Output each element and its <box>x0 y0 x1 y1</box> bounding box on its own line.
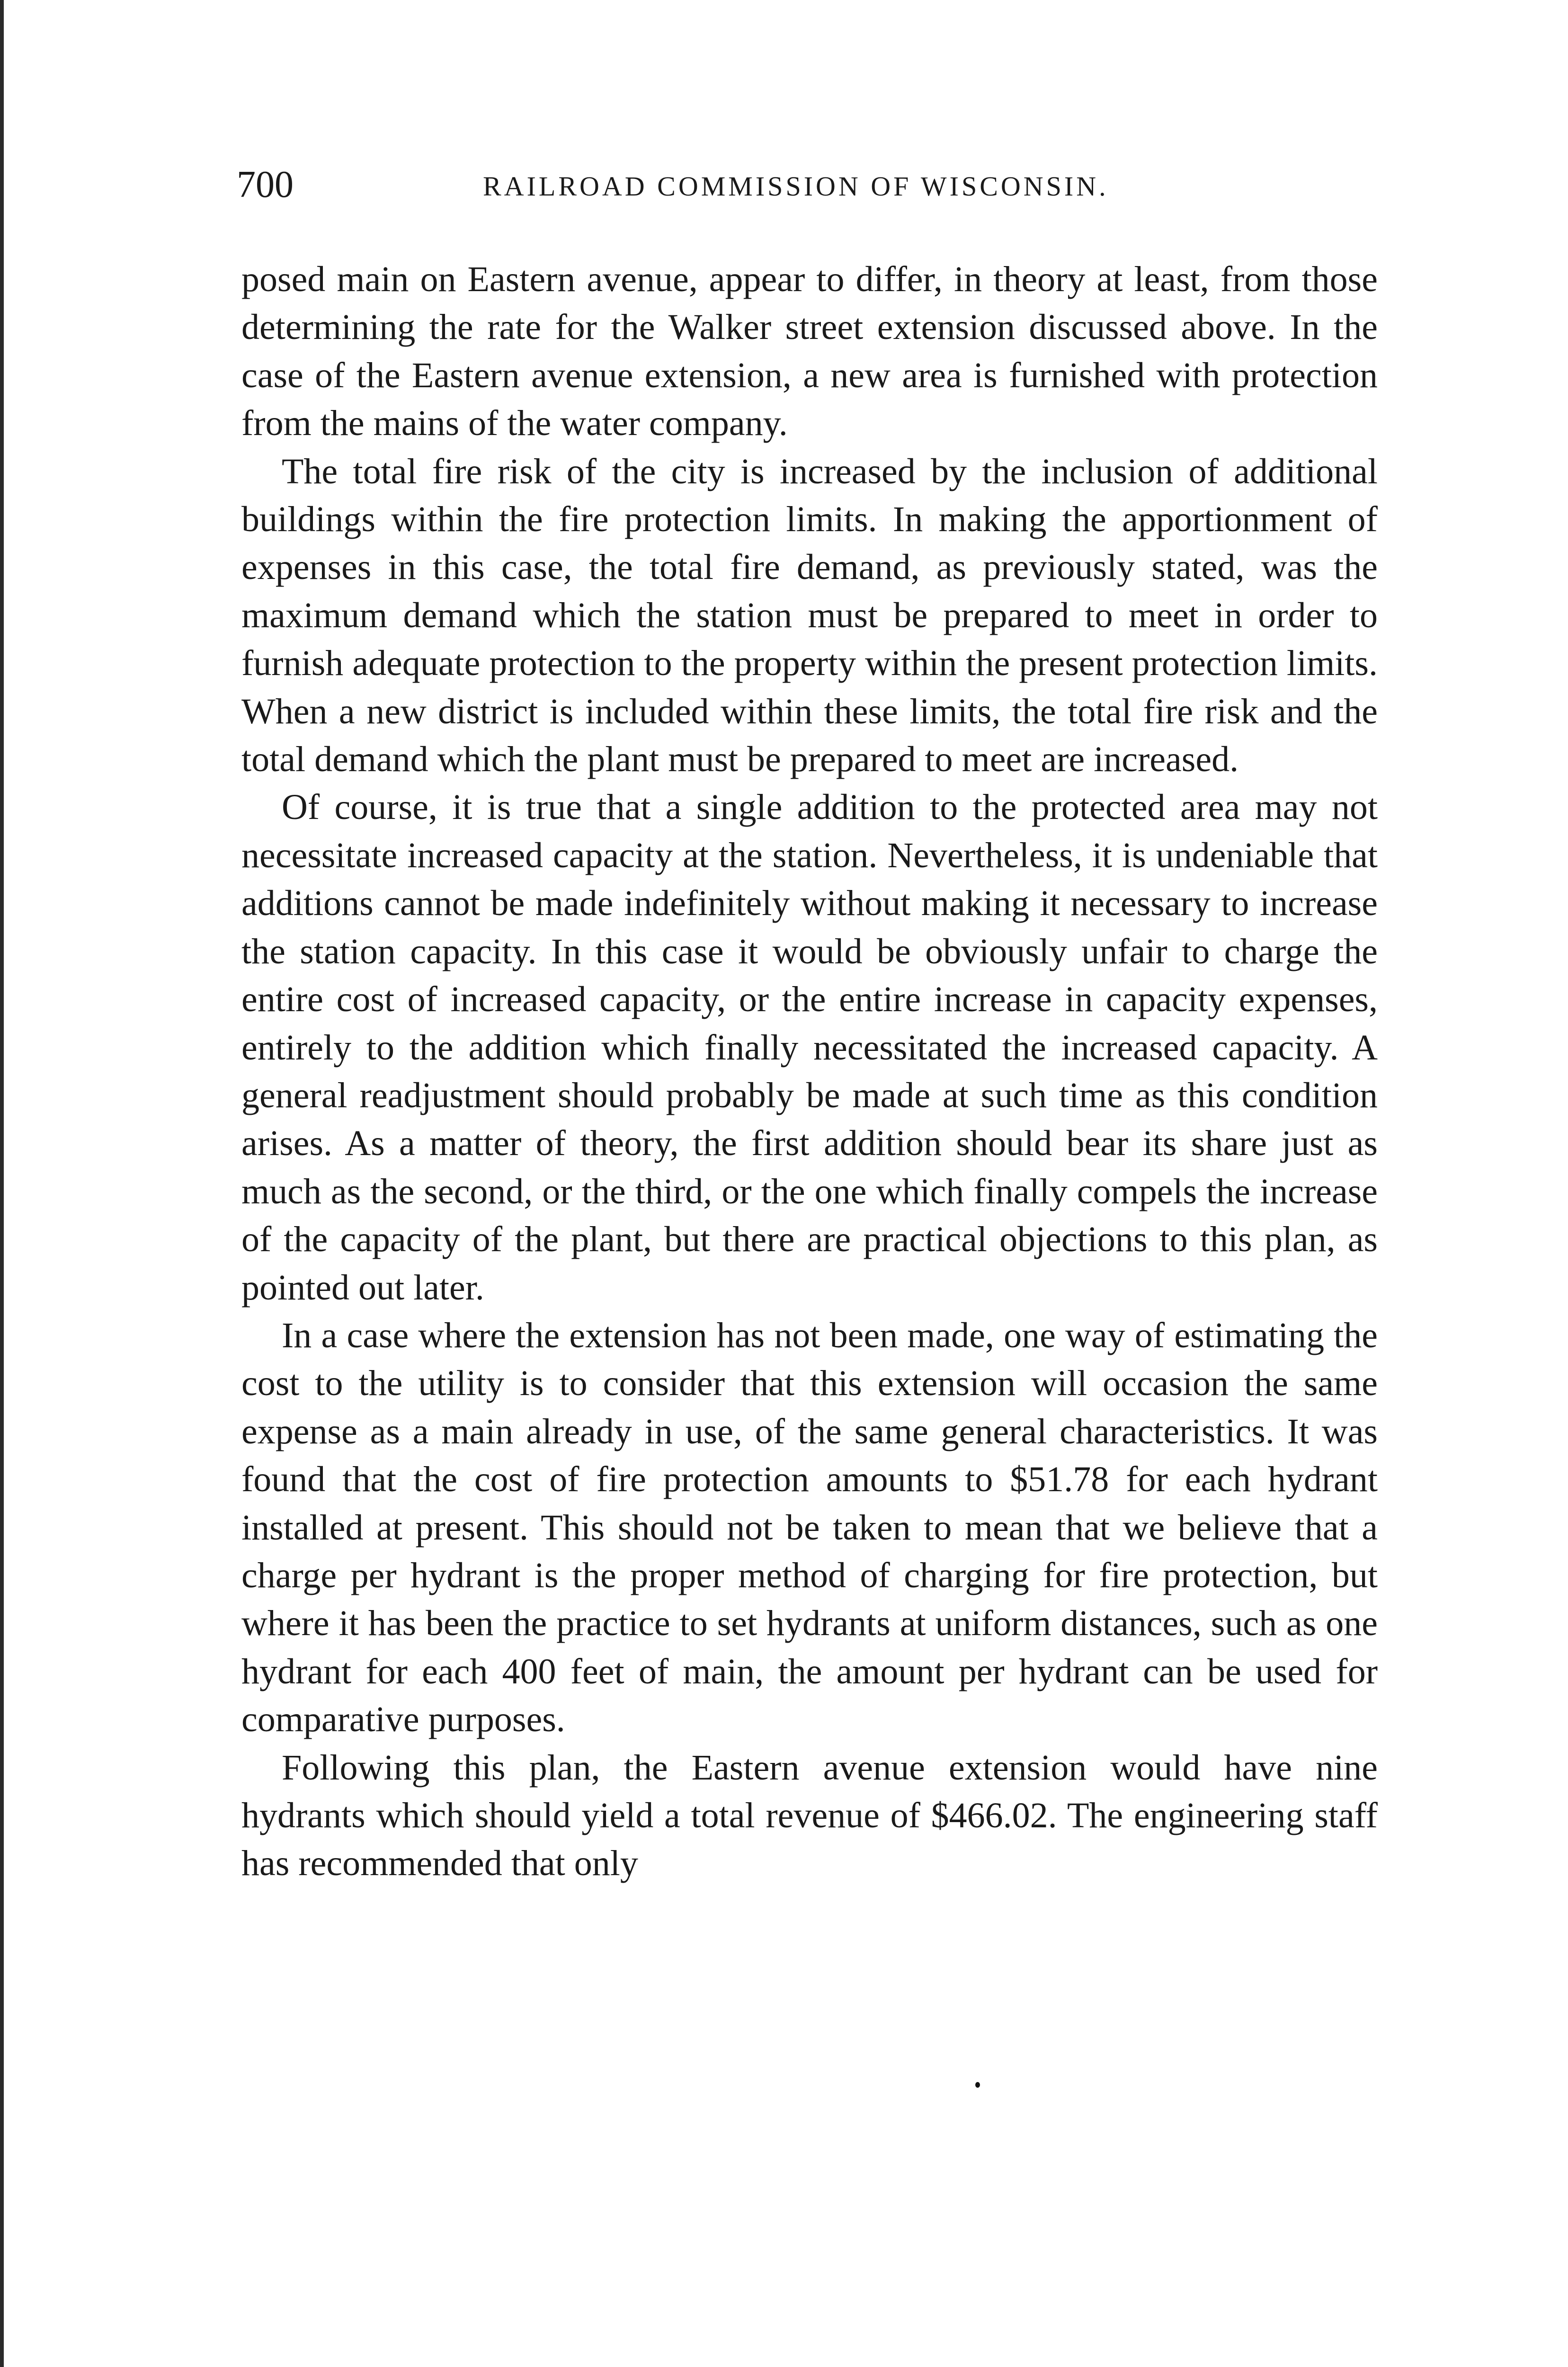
body-text <box>241 256 1378 1888</box>
paragraph-2: The total fire risk of the city is increased by the inclusion of additional buildings within the fire protection limits. In making the apportionment of expenses in this case, the total fire demand, as previously stated, was the maximum demand which the station must be prepared to meet in order to furnish adequate protection to the property within the present protection limits. When a new district is included within these limits, the total fire risk and the total demand which the plant must be prepared to meet are increased. <box>241 451 1378 780</box>
page-number: 700 <box>237 164 294 205</box>
paragraph-1: posed main on Eastern avenue, appear to differ, in theory at least, from those determining the rate for the Walker street extension discussed above. In the case of the Eastern avenue extension, a new area is furnished with protection from the mains of the water company. <box>241 259 1378 444</box>
running-head <box>237 161 1373 213</box>
page-edge-left <box>0 0 4 2367</box>
paragraph-3: Of course, it is true that a single addition to the protected area may not necessitate increased capacity at the station. Nevertheless, it is undeniable that additions cannot be made indefinitely without making it necessary to increase the station capacity. In this case it would be obviously unfair to charge the entire cost of increased capacity, or the entire increase in capacity expenses, entirely to the addition which finally necessitated the increased capacity. A general readjustment should probably be made at such time as this condition arises. As a matter of theory, the first addition should bear its share just as much as the second, or the third, or the one which finally compels the increase of the capacity of the plant, but there are practical objections to this plan, as pointed out later. <box>241 787 1378 1308</box>
ink-speck <box>975 2082 980 2088</box>
paragraph-5: Following this plan, the Eastern avenue extension would have nine hydrants which should yield a total revenue of $466.02. The engineering staff has recommended that only <box>241 1747 1378 1884</box>
running-head-title: RAILROAD COMMISSION OF WISCONSIN. <box>483 171 1109 202</box>
paragraph-4: In a case where the extension has not been made, one way of estimating the cost to the utility is to consider that this extension will occasion the same expense as a main already in use, of the same general characteristics. It was found that the cost of fire protection amounts to $51.78 for each hydrant installed at present. This should not be taken to mean that we believe that a charge per hydrant is the proper method of charging for fire protection, but where it has been the practice to set hydrants at uniform distances, such as one hydrant for each 400 feet of main, the amount per hydrant can be used for comparative purposes. <box>241 1315 1378 1740</box>
